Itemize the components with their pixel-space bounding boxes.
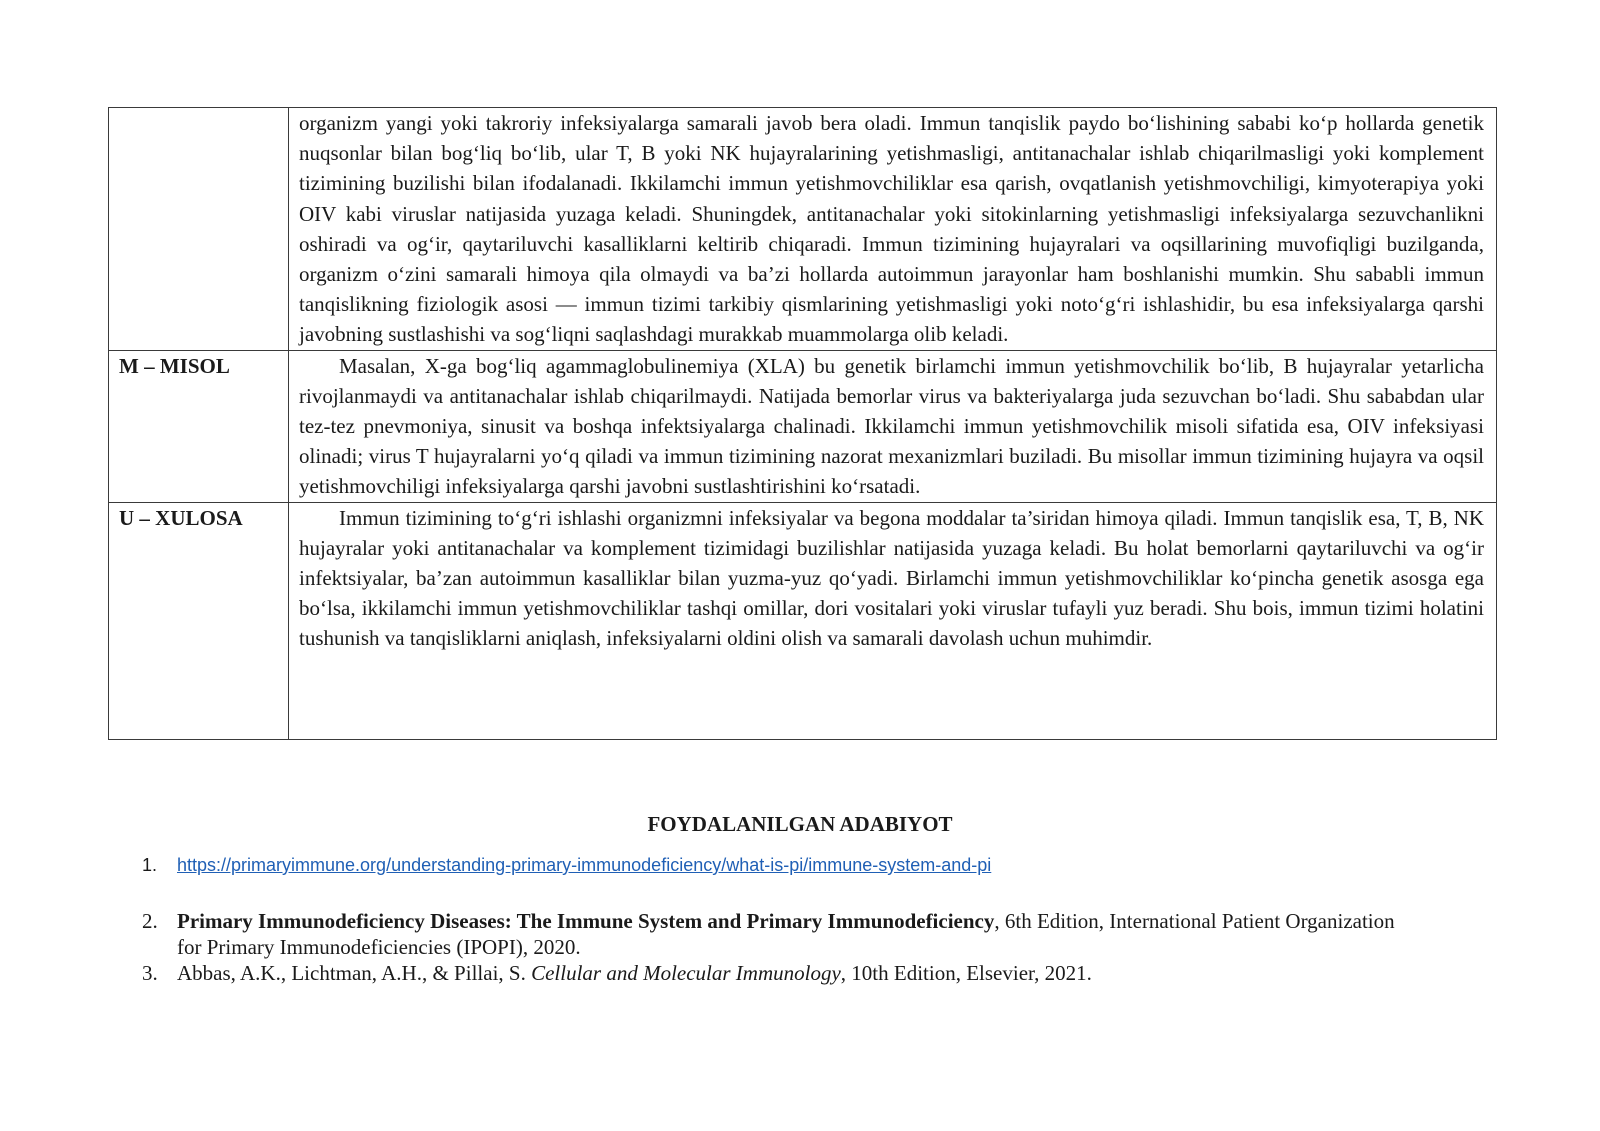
- reference-title: Cellular and Molecular Immunology: [531, 961, 841, 985]
- table-row: [109, 502, 1497, 739]
- row-text: Masalan, X-ga bog‘liq agammaglobulinemiya (XLA) bu genetik birlamchi immun yetishmovchilik bo‘lib, B hujayralar yetarlicha rivojlanmaydi va antitanachalar ishlab chiqarilmaydi. Natijada bemorlar virus va bakteriyalarga juda sezuvchan bo‘ladi. Shu sababdan ular tez-tez pnevmoniya, sinusit va boshqa infektsiyalarga chalinadi. Ikkilamchi immun yetishmovchilik misoli sifatida esa, OIV infeksiyasi olinadi; virus T hujayralarni yo‘q qiladi va immun tizimining nazorat mexanizmlari buziladi. Bu misollar immun tizimining hujayra va oqsil yetishmovchiligi infeksiyalarga qarshi javobni sustlashtirishini ko‘rsatadi.: [299, 353, 1484, 499]
- reference-title: Primary Immunodeficiency Diseases: The Immune System and Primary Immunodeficiency: [177, 909, 995, 933]
- reference-number: 2.: [142, 909, 158, 933]
- row-text: Immun tizimining to‘g‘ri ishlashi organizmni infeksiyalar va begona moddalar ta’siridan himoya qiladi. Immun tanqislik esa, T, B, NK hujayralar yoki antitanachalar va komplement tizimidagi buzilishlar natijasida yuzaga keladi. Bu holat bemorlarni qaytariluvchi va og‘ir infektsiyalar, ba’zan autoimmun kasalliklar bilan yuzma-yuz qo‘yadi. Birlamchi immun yetishmovchiliklar ko‘pincha genetik asosga ega bo‘lsa, ikkilamchi immun yetishmovchiliklar tashqi omillar, dori vositalari yoki viruslar tufayli yuz beradi. Shu bois, immun tizimi holatini tushunish va tanqisliklarni aniqlash, infeksiyalarni oldini olish va samarali davolash uchun muhimdir.: [299, 505, 1484, 651]
- reference-details: , 10th Edition, Elsevier, 2021.: [840, 961, 1092, 985]
- reference-link[interactable]: https://primaryimmune.org/understanding-primary-immunodeficiency/what-is-pi/immune-system-and-pi: [177, 855, 992, 875]
- row-text-cell: [289, 108, 1497, 351]
- row-label: U – XULOSA: [109, 502, 289, 739]
- row-label: [109, 108, 289, 351]
- reference-authors: Abbas, A.K., Lichtman, A.H., & Pillai, S.: [177, 961, 532, 985]
- row-text: organizm yangi yoki takroriy infeksiyalarga samarali javob bera oladi. Immun tanqislik paydo bo‘lishining sababi ko‘p hollarda genetik nuqsonlar bilan bog‘liq bo‘lib, ular T, B yoki NK hujayralarining yetishmasligi, antitanachalar ishlab chiqarilmasligi yoki komplement tizimining buzilishi bilan ifodalanadi. Ikkilamchi immun yetishmovchiliklar esa qarish, ovqatlanish yetishmovchiligi, kimyoterapiya yoki OIV kabi viruslar natijasida yuzaga keladi. Shuningdek, antitanachalar yoki sitokinlarning yetishmasligi infeksiyalarga sezuvchanlikni oshiradi va og‘ir, qaytariluvchi kasalliklarni keltirib chiqaradi. Immun tizimining hujayralari va oqsillarining muvofiqligi buzilganda, organizm o‘zini samarali himoya qila olmaydi va ba’zi hollarda autoimmun jarayonlar ham boshlanishi mumkin. Shu sababli immun tanqislikning fiziologik asosi — immun tizimi tarkibiy qismlarining yetishmasligi yoki noto‘g‘ri ishlashidir, bu esa infeksiyalarga qarshi javobning sustlashishi va sog‘liqni saqlashdagi murakkab muammolarga olib keladi.: [299, 111, 1484, 347]
- row-label: M – MISOL: [109, 350, 289, 502]
- reference-item: [140, 908, 1420, 960]
- table-row: [109, 108, 1497, 351]
- reference-item: [140, 852, 1420, 878]
- references-heading: FOYDALANILGAN ADABIYOT: [647, 812, 953, 836]
- row-text-cell: [289, 350, 1497, 502]
- insert-table: [108, 107, 1497, 740]
- reference-details: , 6th Edition, International Patient Organization for Primary Immunodeficiencies (IPOPI), 2020.: [177, 909, 1395, 959]
- table-row: [109, 350, 1497, 502]
- references-list: [140, 852, 1420, 986]
- reference-item: [140, 960, 1420, 986]
- reference-number: 1.: [142, 855, 158, 875]
- reference-number: 3.: [142, 961, 158, 985]
- row-text-cell: [289, 502, 1497, 739]
